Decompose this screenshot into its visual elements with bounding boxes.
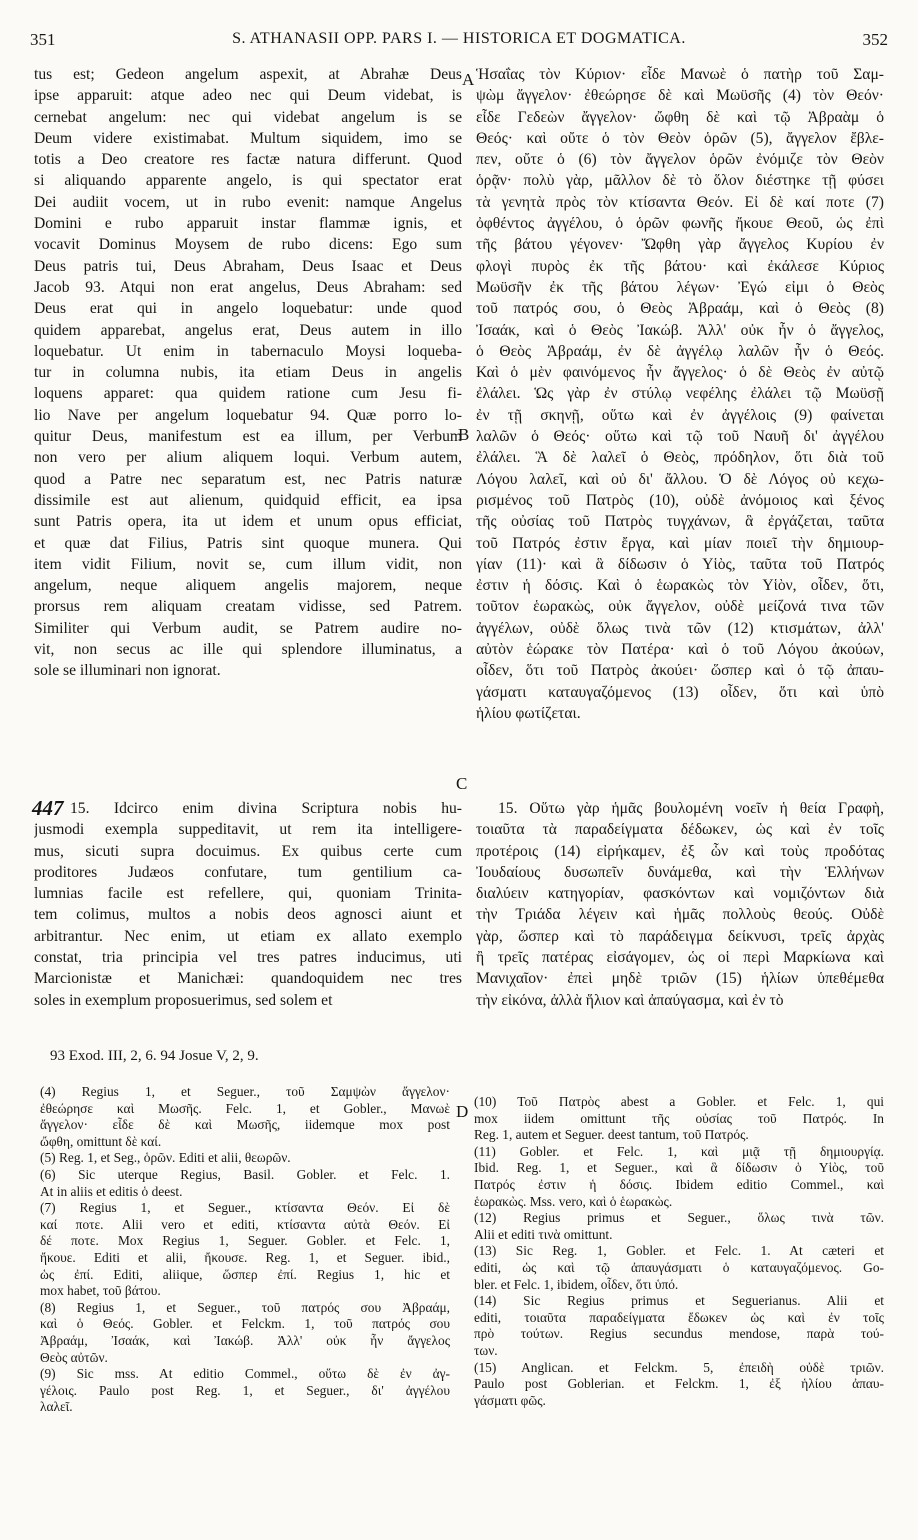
footnote-line: ὤφθη, omittunt δὲ καί.: [40, 1133, 162, 1149]
footnote-line: (9) Sic mss. At editio Commel., οὕτω δὲ ἐν ἀγ-: [40, 1366, 450, 1382]
text-line: prorsus rem aliquam creatam vidisse, sed Patrem.: [34, 598, 462, 616]
text-line: jusmodi exempla suppeditavit, ut rem ita intelligere-: [34, 821, 462, 839]
footnote-line: (5) Reg. 1, et Seg., ὁρῶν. Editi et alii, θεωρῶν.: [40, 1150, 291, 1166]
footnote-line: γέλοις. Paulo post Reg. 1, et Seguer., δι' ἀγγέλου: [40, 1382, 450, 1398]
text-line: et quæ dat Filius, Patris sint quoque munera. Qui: [34, 534, 462, 552]
text-line: ἐλάλει. Ἃ δὲ λαλεῖ ὁ Θεὸς, πρόδηλον, ὅτι διὰ τοῦ: [476, 449, 884, 467]
margin-marker-a: A: [462, 70, 475, 89]
footnote-line: (12) Regius primus et Seguer., ὅλως τινὰ τῶν.: [474, 1210, 884, 1226]
footnote-line: ἄγγελον· εἶδε δὲ καὶ Μωσῆς, iidemque mox post: [40, 1117, 450, 1133]
text-line: λαλῶν ὁ Θεός· οὕτω καὶ τῷ τοῦ Ναυῆ δι' ἀγγέλου: [476, 428, 884, 446]
footnotes-left: [40, 1084, 450, 1416]
footnote-line: πρὸ τούτων. Regius secundus mendose, παρὰ τού-: [474, 1326, 884, 1342]
text-line: quidem apparebat, angelus erat, Deus autem in illo: [34, 321, 462, 339]
footnote-line: καὶ ὁ Θεός. Gobler. et Felckm. 1, τοῦ πατρός σου: [40, 1316, 450, 1332]
text-line: φλογὶ πυρὸς ἐκ τῆς βάτου· καὶ ἐκάλεσε Κύριος: [476, 257, 884, 275]
text-line: non vero per alium aliquem loqui. Verbum autem,: [34, 449, 462, 467]
footnote-line: At in aliis et editis ὁ deest.: [40, 1183, 183, 1199]
footnote-line: Paulo post Goblerian. et Felckm. 1, ἐξ ἡλίου ἀπαυ-: [474, 1376, 884, 1392]
text-line: 15. Idcirco enim divina Scriptura nobis hu-: [70, 800, 462, 817]
text-line: τοῦ Πατρός ἐστιν ἔργα, καὶ μίαν ποιεῖ τὴν δημιουρ-: [476, 534, 884, 552]
text-line: ρισμένος τοῦ Πατρὸς (10), οὐδὲ ἀνόμοιος καὶ ξένος: [476, 491, 884, 509]
page-number-right: 352: [862, 30, 888, 49]
text-line: lumnias facile est refellere, qui, quoniam Trinita-: [34, 885, 462, 903]
text-line: ἐν τῇ σκηνῇ, οὕτω καὶ ἐν ἀγγέλοις (9) φαίνεται: [476, 406, 884, 424]
text-line: proditores Judæos confutare, tum gentilium ca-: [34, 863, 462, 881]
page-header: [30, 30, 888, 56]
footnote-line: Alii et editi τινὰ omittunt.: [474, 1226, 613, 1242]
text-line: arbitrantur. Nec enim, ut etiam ex allato exemplo: [34, 927, 462, 945]
margin-marker-c: C: [456, 774, 468, 793]
footnote-line: Ibid. Reg. 1, et Seguer., καὶ ἃ δίδωσιν ὁ Υἱὸς, τοῦ: [474, 1160, 884, 1176]
text-line: γὰρ, ὥσπερ καὶ τὸ παράδειγμα δείκνυσι, τρεῖς ἀρχὰς: [476, 927, 884, 945]
text-line: loquens apparet: qua quidem ratione cum Jesu fi-: [34, 385, 462, 403]
footnote-line: (14) Sic Regius primus et Seguerianus. Alii et: [474, 1293, 884, 1309]
footnote-line: Θεὸς αὐτῶν.: [40, 1349, 108, 1365]
text-line: quitur Deus, manifestum est ea illum, per Verbum: [34, 428, 462, 446]
footnote-line: editi, ὡς καὶ τῷ ἀπαυγάσματι ὁ καταυγαζόμενος. Go-: [474, 1259, 884, 1275]
footnote-line: Reg. 1, autem et Seguer. deest tantum, τοῦ Πατρός.: [474, 1127, 749, 1143]
latin-column-top: [34, 64, 462, 682]
text-line: Καὶ ὁ μὲν φαινόμενος ἦν ἄγγελος· ὁ δὲ Θεὸς ἐν αὐτῷ: [476, 364, 884, 382]
text-line: ἀγγέλων, οὐδὲ ὅλως τινὰ τῶν (12) κτισμάτων, ἀλλ': [476, 619, 884, 637]
footnote-line: (10) Τοῦ Πατρὸς abest a Gobler. et Felc. 1, qui: [474, 1094, 884, 1109]
text-line: mus, sicuti supra docuimus. Ex quibus certe cum: [34, 842, 462, 860]
text-line: Μωϋσῆν ἐκ τῆς βάτου λέγων· Ἐγώ εἰμι ὁ Θεὸς: [476, 278, 884, 296]
text-line: εἶδε Γεδεὼν ἄγγελον· ὤφθη δὲ καὶ τῷ Ἀβραὰμ ὁ: [476, 108, 884, 126]
text-line: Deus erat qui in angelo loquebatur: unde quod: [34, 300, 462, 318]
text-line: τοῦ πατρός σου, ὁ Θεὸς Ἀβραάμ, καὶ ὁ Θεὸς (8): [476, 300, 884, 318]
text-line: ἐστιν ἡ δόσις. Καὶ ὁ ἑωρακὼς τὸν Υἱὸν, οἶδεν, ὅτι,: [476, 577, 884, 595]
text-line: γάσματι καταυγαζόμενος (13) οἶδεν, ὅτι καὶ ὑπὸ: [476, 683, 884, 701]
text-line: Ἡσαΐας τὸν Κύριον· εἶδε Μανωὲ ὁ πατὴρ τοῦ Σαμ-: [476, 66, 884, 83]
text-line: tus est; Gedeon angelum aspexit, at Abrahæ Deus: [34, 66, 462, 83]
text-line: angelum, neque aliquem angelis majorem, neque: [34, 577, 462, 595]
footnote-line: (15) Anglican. et Felckm. 5, ἐπειδὴ οὐδὲ τριῶν.: [474, 1359, 884, 1375]
text-line: vocavit Dominus Moysem de rubo dicens: Ego sum: [34, 236, 462, 254]
footnote-line: editi, τοιαῦτα παραδείγματα ἔδωκεν ὡς καὶ ἐν τοῖς: [474, 1309, 884, 1325]
footnote-line: (13) Sic Reg. 1, Gobler. et Felc. 1. At cæteri et: [474, 1243, 884, 1259]
latin-column-bottom: [34, 798, 462, 1011]
text-line: ὁ Θεὸς Ἀβραάμ, ἐν δὲ ἀγγέλῳ λαλῶν ἦν ὁ Θεός.: [476, 342, 884, 360]
footnotes-right: [474, 1094, 884, 1409]
footnote-line: (6) Sic uterque Regius, Basil. Gobler. et Felc. 1.: [40, 1166, 450, 1182]
footnote-line: δέ ποτε. Mox Regius 1, Seguer. Gobler. et Felc. 1,: [40, 1233, 450, 1249]
text-line: ἢ τρεῖς πατέρας εἰσάγομεν, ὡς οἱ περὶ Μαρκίωνα καὶ: [476, 949, 884, 967]
text-line: Μανιχαῖον· ἐπεὶ μηδὲ τριῶν (15) ἡλίων ὑπεθέμεθα: [476, 970, 884, 988]
text-line: ipse apparuit: atque adeo nec qui Deum videbat, is: [34, 87, 462, 105]
margin-marker-d: D: [456, 1102, 469, 1121]
text-line: totis a Deo creatore res factæ natura differunt. Quod: [34, 151, 462, 169]
text-line: τοιαῦτα τὰ παραδείγματα δέδωκεν, ὡς καὶ ἐν τοῖς: [476, 821, 884, 839]
text-line: ψὼμ ἄγγελον· ἐθεώρησε δὲ καὶ Μωϋσῆς (4) τὸν Θεόν·: [476, 87, 884, 105]
footnote-line: γάσματι φῶς.: [474, 1392, 546, 1408]
text-line: γίαν (11)· καὶ ἃ δίδωσιν ὁ Υἱὸς, ταῦτα τοῦ Πατρός: [476, 555, 884, 573]
paragraph-number: 447: [32, 796, 64, 820]
text-line: ἡλίου φωτίζεται.: [476, 704, 581, 722]
text-line: sole se illuminari non ignorat.: [34, 662, 221, 680]
text-line: si aliquando apparente angelo, is qui spectator erat: [34, 172, 462, 190]
text-line: Marcionistæ et Manichæi: quandoquidem nec tres: [34, 970, 462, 988]
text-line: τὴν Τριάδα λέγειν καὶ ἡμᾶς πολλοὺς θεούς. Οὐδὲ: [476, 906, 884, 924]
footnote-line: (7) Regius 1, et Seguer., κτίσαντα Θεόν. Εἰ δὲ: [40, 1200, 450, 1216]
text-line: τὴν εἰκόνα, ἀλλὰ ἥλιον καὶ ἀπαύγασμα, καὶ ἐν τὸ: [476, 991, 784, 1009]
footnote-line: (11) Gobler. et Felc. 1, καὶ μιᾷ τῇ δημιουργίᾳ.: [474, 1143, 884, 1159]
footnote-line: mox iidem omittunt τῆς οὐσίας τοῦ Πατρός. In: [474, 1110, 884, 1126]
footnote-line: ἑωρακὼς. Mss. vero, καὶ ὁ ἑωρακὼς.: [474, 1193, 673, 1209]
footnote-line: των.: [474, 1342, 498, 1358]
text-line: πεν, οὔτε ὁ (6) τὸν ἄγγελον ὁρῶν ἐνόμιζε τὸν Θεὸν: [476, 151, 884, 169]
text-line: οἶδεν, ὅτι τοῦ Πατρὸς ἀκούει· ὥσπερ καὶ ὁ τῷ ἀπαυ-: [476, 662, 884, 680]
text-line: Deus patris tui, Deus Abraham, Deus Isaac et Deus: [34, 257, 462, 275]
footnote-line: Ἀβραάμ, Ἰσαάκ, καὶ Ἰακώβ. Ἀλλ' οὐκ ἦν ἄγγελος: [40, 1332, 450, 1348]
text-line: sunt Patris opera, ita ut idem et unum opus efficiat,: [34, 513, 462, 531]
scripture-references: 93 Exod. III, 2, 6. 94 Josue V, 2, 9.: [50, 1048, 259, 1064]
text-line: Dei audiit vocem, ut in rubo evenit: namque Angelus: [34, 193, 462, 211]
footnote-line: λαλεῖ.: [40, 1399, 73, 1415]
footnote-line: Πατρός ἐστιν ἡ δόσις. Ibidem editio Commel., καὶ: [474, 1176, 884, 1192]
text-line: τῆς οὐσίας τοῦ Πατρὸς τυγχάνων, ἃ ἐργάζεται, ταῦτα: [476, 513, 884, 531]
text-line: Λόγου λαλεῖ, καὶ οὐ δι' ἄλλου. Ὁ δὲ Λόγος οὐ κεχω-: [476, 470, 884, 488]
text-line: Deum videre existimabat. Multum siquidem, imo se: [34, 129, 462, 147]
running-title: S. ATHANASII OPP. PARS I. — HISTORICA ET DOGMATICA.: [232, 30, 686, 47]
footnote-line: ἐθεώρησε καὶ Μωσῆς. Felc. 1, et Gobler., Μανωὲ: [40, 1100, 450, 1116]
text-line: ὀφθέντος ἀγγέλου, ὁ ὁρῶν φωνῆς ἤκουε Θεοῦ, ὡς ἐπὶ: [476, 215, 884, 233]
footnote-line: ἤκουε. Editi et alii, ἤκουσε. Reg. 1, et Seguer. ibid.,: [40, 1249, 450, 1265]
text-line: Ἰσαάκ, καὶ ὁ Θεὸς Ἰακώβ. Ἀλλ' οὐκ ἦν ὁ ἄγγελος,: [476, 321, 884, 339]
text-line: Domini e rubo apparuit instar flammæ ignis, et: [34, 215, 462, 233]
text-line: item vidit Filium, novit se, cum illum vidit, non: [34, 555, 462, 573]
text-line: τοῦτον ἑωρακὼς, οὐκ ἄγγελον, οὐδὲ μείζονά τινα τῶν: [476, 598, 884, 616]
text-line: quod a Patre nec separatum est, nec Patris naturæ: [34, 470, 462, 488]
greek-column-bottom: [476, 798, 884, 1011]
text-line: tur in columna nubis, ita etiam Deus in angelis: [34, 364, 462, 382]
margin-marker-b: B: [458, 425, 470, 444]
text-line: soles in exemplum proposuerimus, sed solem et: [34, 991, 333, 1009]
text-line: 15. Οὕτω γὰρ ἡμᾶς βουλομένη νοεῖν ἡ θεία Γραφὴ,: [498, 800, 884, 817]
text-line: ὁρᾷν· πολὺ γὰρ, μᾶλλον δὲ τὸ ὅλον διέστηκε τῇ φύσει: [476, 172, 884, 190]
text-line: dissimile est aut alienum, quidquid efficit, ea ipsa: [34, 491, 462, 509]
text-line: constat, tria principia vel tres patres inducimus, uti: [34, 949, 462, 967]
text-line: Similiter qui Verbum audit, se Patrem audire no-: [34, 619, 462, 637]
text-line: Jacob 93. Atqui non erat angelus, Deus Abraham: sed: [34, 278, 462, 296]
text-line: αὐτὸν ἑώρακε τὸν Πατέρα· καὶ ὁ τοῦ Λόγου ἀκούων,: [476, 641, 884, 659]
text-line: loquebatur. Ut enim in tabernaculo Moysi loqueba-: [34, 342, 462, 360]
footnote-line: mox habet, τοῦ βάτου.: [40, 1283, 161, 1299]
text-line: Θεός· καὶ οὔτε ὁ τὸν Θεὸν ὁρῶν (5), ἄγγελον ἔβλε-: [476, 129, 884, 147]
text-line: cernebat angelum: nec qui videbat angelum is se: [34, 108, 462, 126]
text-line: τῆς βάτου γέγονεν· Ὤφθη γὰρ ἄγγελος Κυρίου ἐν: [476, 236, 884, 254]
footnote-line: καί ποτε. Alii vero et editi, κτίσαντα αὐτὰ Θεόν. Εἰ: [40, 1216, 450, 1232]
text-line: tem colimus, multos a nobis deos agnosci aiunt et: [34, 906, 462, 924]
footnote-line: (4) Regius 1, et Seguer., τοῦ Σαμψὼν ἄγγελον·: [40, 1084, 450, 1099]
text-line: vit, non secus ac ille qui splendore illuminatus, a: [34, 641, 462, 659]
footnote-line: (8) Regius 1, et Seguer., τοῦ πατρός σου Ἀβραάμ,: [40, 1299, 450, 1315]
text-line: προτέροις (14) εἰρήκαμεν, ἐξ ὧν καὶ τοὺς προδότας: [476, 842, 884, 860]
text-line: ἐλάλει. Ὡς γὰρ ἐν στύλῳ νεφέλης ἐλάλει τῷ Μωϋσῇ: [476, 385, 884, 403]
text-line: διαλύειν κατηγορίαν, φασκόντων καὶ νομιζόντων διὰ: [476, 885, 884, 903]
footnote-line: ὡς ἐπί. Editi, aliique, ὥσπερ ἐπί. Regius 1, hic et: [40, 1266, 450, 1282]
text-line: τὰ γενητὰ πρὸς τὸν κτίσαντα Θεόν. Εἰ δὲ καί ποτε (7): [476, 193, 884, 211]
text-line: Ἰουδαίους δυσωπεῖν δυνάμεθα, καὶ τὴν Ἑλλήνων: [476, 863, 884, 881]
footnote-line: bler. et Felc. 1, ibidem, οἶδεν, ὅτι ὑπό.: [474, 1276, 679, 1292]
page-number-left: 351: [30, 30, 56, 49]
text-line: lio Nave per angelum loquebatur 94. Quæ porro lo-: [34, 406, 462, 424]
greek-column-top: [476, 64, 884, 724]
